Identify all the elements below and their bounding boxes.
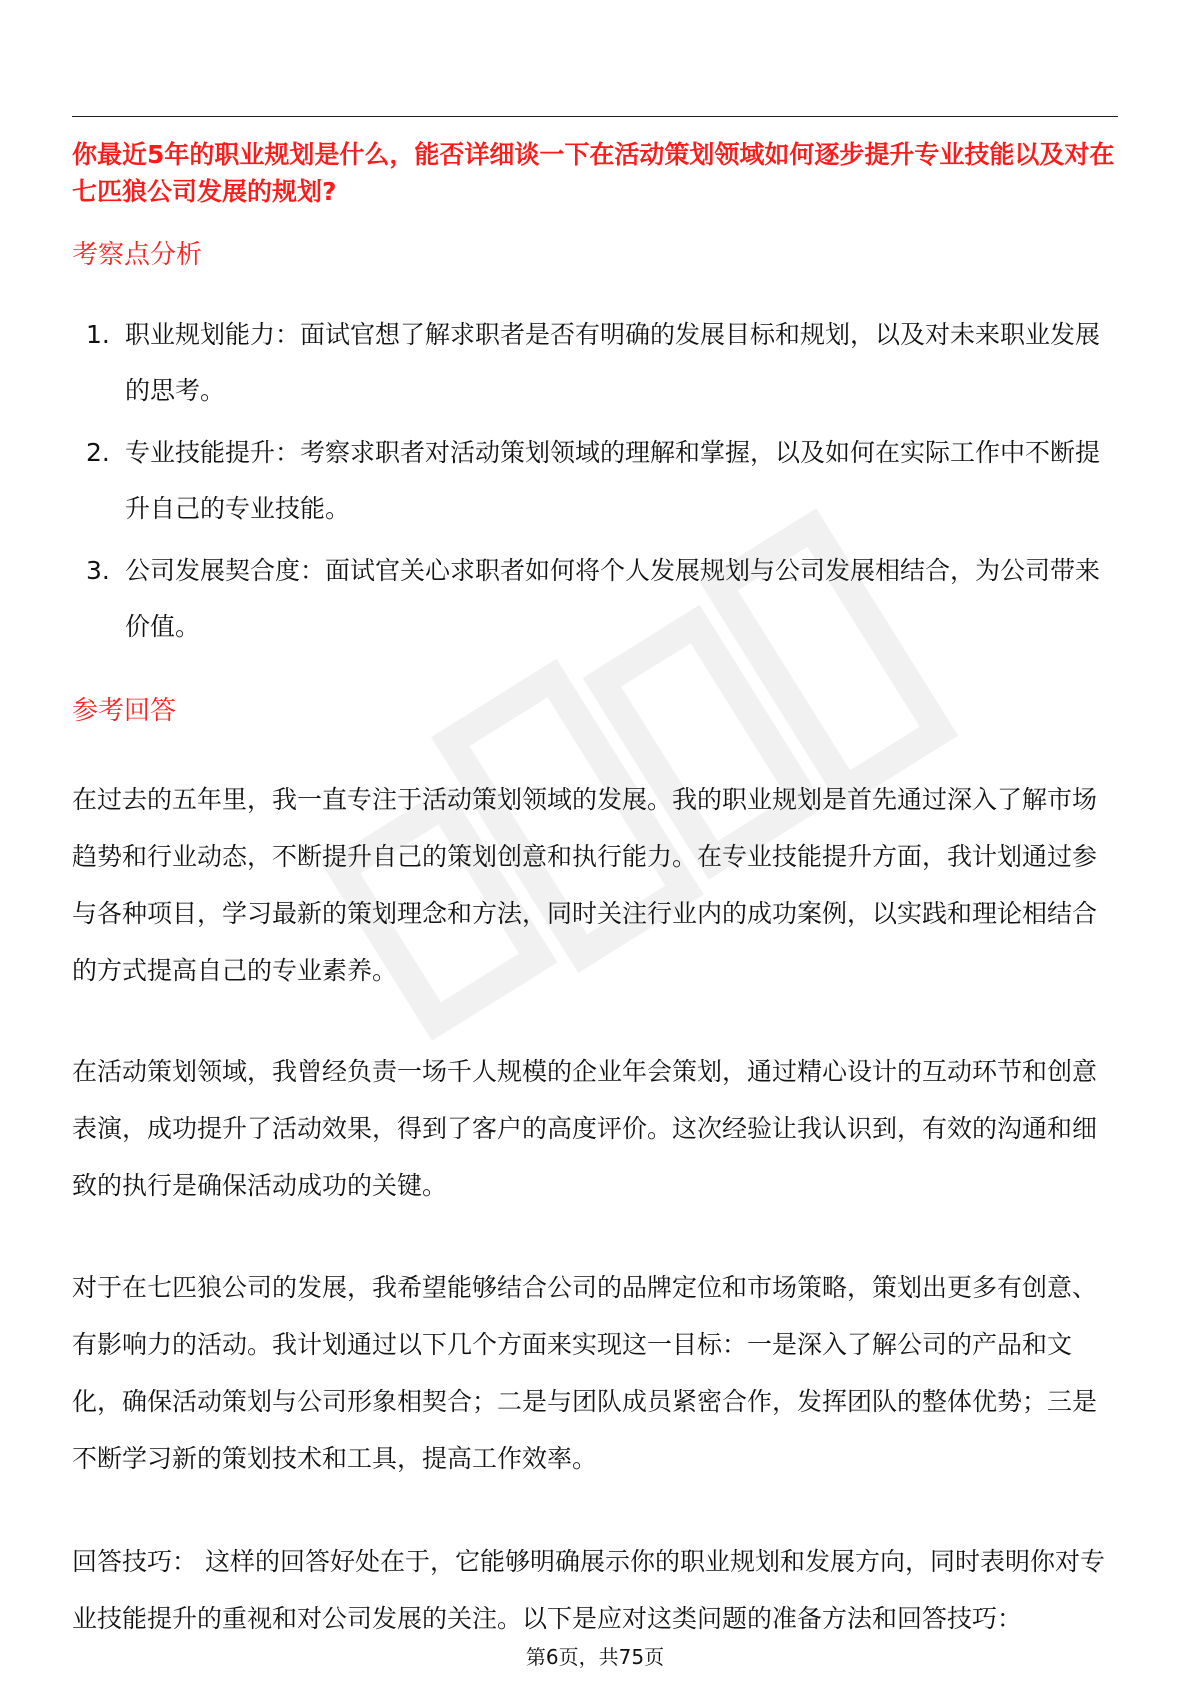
answer-section-title: 参考回答	[72, 696, 177, 726]
page-number-footer: 第6页，共75页	[525, 1645, 665, 1669]
analysis-item	[72, 543, 1118, 655]
answer-paragraph: 在活动策划领域，我曾经负责一场千人规模的企业年会策划，通过精心设计的互动环节和创意表演，成功提升了活动效果，得到了客户的高度评价。这次经验让我认识到，有效的沟通和细致的执行是确保活动成功的关键。	[72, 1057, 1098, 1200]
answer-tips-paragraph: 回答技巧： 这样的回答好处在于，它能够明确展示你的职业规划和发展方向，同时表明你对专业技能提升的重视和对公司发展的关注。以下是应对这类问题的准备方法和回答技巧：	[72, 1547, 1105, 1633]
analysis-section-title: 考察点分析	[72, 240, 203, 270]
analysis-item	[72, 425, 1118, 537]
question-title: 你最近5年的职业规划是什么，能否详细谈一下在活动策划领域如何逐步提升专业技能以及对在七匹狼公司发展的规划?	[72, 140, 1115, 206]
header-divider	[72, 116, 1118, 117]
analysis-item-number: 2.	[86, 438, 110, 467]
analysis-item-text: 职业规划能力：面试官想了解求职者是否有明确的发展目标和规划，以及对未来职业发展的思考。	[125, 320, 1101, 405]
analysis-item-text: 公司发展契合度：面试官关心求职者如何将个人发展规划与公司发展相结合，为公司带来价值。	[125, 556, 1101, 641]
analysis-item-number: 1.	[86, 320, 110, 349]
analysis-item-text: 专业技能提升：考察求职者对活动策划领域的理解和掌握，以及如何在实际工作中不断提升自己的专业技能。	[125, 438, 1101, 523]
analysis-item	[72, 307, 1118, 419]
analysis-item-number: 3.	[86, 556, 110, 585]
analysis-list	[72, 307, 1118, 655]
answer-paragraph: 对于在七匹狼公司的发展，我希望能够结合公司的品牌定位和市场策略，策划出更多有创意、有影响力的活动。我计划通过以下几个方面来实现这一目标：一是深入了解公司的产品和文化，确保活动策划与公司形象相契合；二是与团队成员紧密合作，发挥团队的整体优势；三是不断学习新的策划技术和工具，提高工作效率。	[72, 1273, 1098, 1473]
answer-paragraph: 在过去的五年里，我一直专注于活动策划领域的发展。我的职业规划是首先通过深入了解市场趋势和行业动态，不断提升自己的策划创意和执行能力。在专业技能提升方面，我计划通过参与各种项目，学习最新的策划理念和方法，同时关注行业内的成功案例，以实践和理论相结合的方式提高自己的专业素养。	[72, 785, 1098, 985]
document-content	[72, 136, 1118, 1647]
